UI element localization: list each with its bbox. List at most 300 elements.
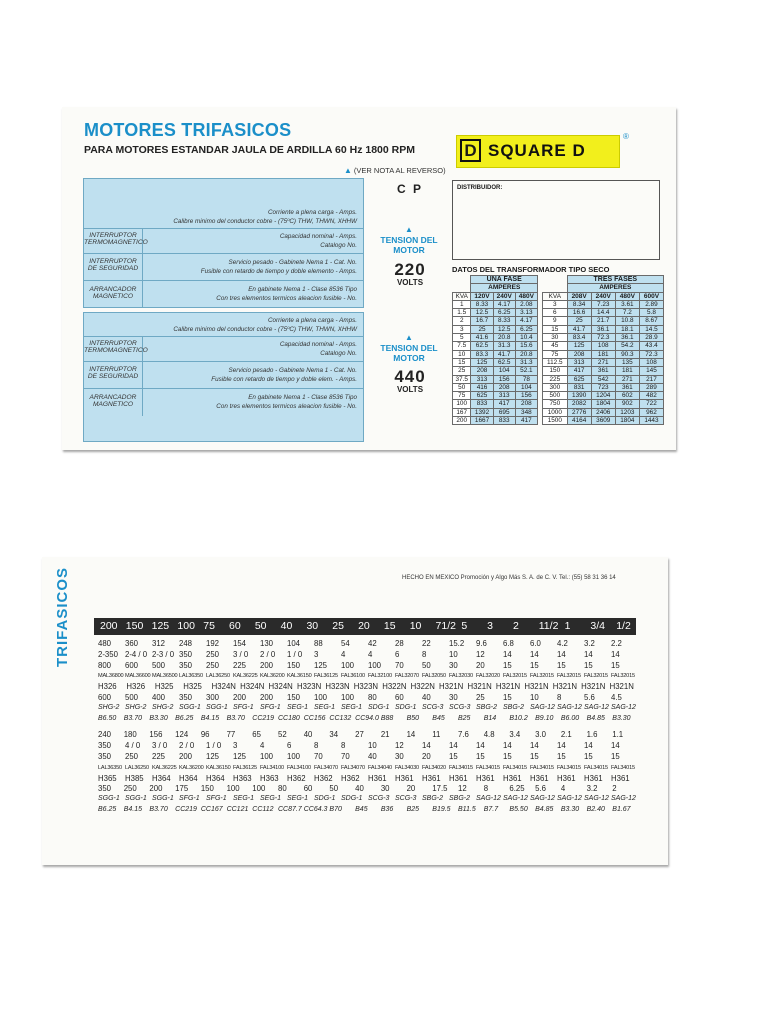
cell-value: SBG-2 bbox=[449, 795, 471, 803]
cell-value: 2 bbox=[612, 784, 617, 794]
cell-value: 14 bbox=[557, 649, 566, 659]
amp-cell: 7.2 bbox=[615, 309, 639, 317]
hp-value: 10 bbox=[409, 620, 422, 632]
row-label bbox=[84, 229, 148, 253]
cell-value: B7.7 bbox=[483, 805, 499, 813]
amp-cell: 271 bbox=[591, 358, 615, 366]
amp-cell: 8.33 bbox=[471, 300, 493, 308]
cell-value: 10 bbox=[530, 692, 539, 702]
amp-cell: 135 bbox=[615, 358, 639, 366]
kva-cell: 2 bbox=[453, 317, 471, 325]
cell-value: 14 bbox=[476, 741, 485, 751]
header-voltage: 600V bbox=[639, 292, 663, 300]
amp-cell: 4.17 bbox=[493, 300, 515, 308]
cell-value: 600 bbox=[98, 692, 112, 702]
amp-cell: 78 bbox=[515, 375, 537, 383]
cell-value: 20 bbox=[422, 751, 431, 761]
row-corriente-440 bbox=[84, 315, 363, 335]
amp-cell: 18.1 bbox=[615, 325, 639, 333]
kva-cell: 6 bbox=[543, 309, 568, 317]
header-voltage: 480V bbox=[515, 292, 537, 300]
cell-value: B6.50 bbox=[98, 714, 117, 722]
amp-cell: 72.3 bbox=[591, 334, 615, 342]
cell-value: CC94.0 bbox=[355, 714, 379, 722]
kva-cell: 112.5 bbox=[543, 358, 568, 366]
cell-value: 15 bbox=[503, 751, 512, 761]
amp-cell: 125 bbox=[567, 342, 591, 350]
row-text: Calibre minimo del conductor cobre - (75ºC) THW, THWN, XHHW bbox=[173, 326, 357, 333]
amp-cell: 41.7 bbox=[493, 350, 515, 358]
amp-cell: 2776 bbox=[567, 408, 591, 416]
cell-value: H362 bbox=[287, 773, 306, 783]
amp-cell: 41.6 bbox=[471, 334, 493, 342]
triangle-up-icon: ▲ bbox=[405, 225, 413, 234]
hp-value: 60 bbox=[229, 620, 241, 632]
kva-cell: 7.5 bbox=[453, 342, 471, 350]
cell-value: 3.2 bbox=[586, 784, 598, 794]
header-tres-fases: TRES FASES bbox=[567, 276, 663, 284]
cell-value: H322N bbox=[410, 682, 435, 692]
cell-value: 14 bbox=[611, 649, 620, 659]
cell-value: SDG-1 bbox=[395, 703, 417, 711]
row-arrancador-440 bbox=[84, 388, 363, 416]
cell-value: B3.70 bbox=[226, 714, 245, 722]
panel-440v bbox=[83, 312, 364, 442]
row-interruptor-termo-220 bbox=[84, 228, 363, 253]
card-subtitle: PARA MOTORES ESTANDAR JAULA DE ARDILLA 60 Hz 1800 RPM bbox=[84, 144, 415, 156]
amp-cell: 25 bbox=[471, 325, 493, 333]
amp-cell: 108 bbox=[639, 358, 663, 366]
table-row bbox=[453, 334, 538, 342]
hp-value: 15 bbox=[383, 620, 396, 632]
cell-value: SDG-1 bbox=[314, 795, 336, 803]
table-row bbox=[453, 400, 538, 408]
cell-value: SFG-1 bbox=[233, 703, 254, 711]
cell-value: FAL34015 bbox=[530, 764, 554, 771]
table-row bbox=[453, 358, 538, 366]
cell-value: H361 bbox=[557, 773, 576, 783]
card-title: MOTORES TRIFASICOS bbox=[84, 120, 292, 140]
row-r220-starter bbox=[94, 704, 642, 715]
cell-value: H363 bbox=[233, 773, 252, 783]
cell-value: 12 bbox=[476, 649, 485, 659]
cell-value: 2-350 bbox=[98, 649, 118, 659]
cell-value: SEG-1 bbox=[314, 703, 336, 711]
cell-value: 124 bbox=[175, 730, 189, 740]
cell-value: 54 bbox=[341, 639, 350, 648]
cell-value: 250 bbox=[206, 649, 220, 659]
hp-value: 50 bbox=[254, 620, 267, 632]
cell-value: 14 bbox=[406, 730, 416, 740]
cell-value: 200 bbox=[179, 751, 193, 761]
cell-value: SEG-1 bbox=[287, 703, 309, 711]
cell-value: 600 bbox=[125, 660, 139, 670]
cell-value: 2 / 0 bbox=[260, 649, 276, 659]
cell-value: SEG-1 bbox=[260, 795, 282, 803]
cell-value: 88 bbox=[314, 639, 323, 648]
cell-value: 100 bbox=[341, 660, 355, 670]
amp-cell: 902 bbox=[615, 400, 639, 408]
tension-label-220 bbox=[374, 225, 444, 255]
amp-cell: 289 bbox=[639, 383, 663, 391]
amp-cell: 417 bbox=[493, 400, 515, 408]
cell-value: SAG-12 bbox=[530, 703, 555, 711]
cell-value: 20 bbox=[476, 660, 485, 670]
cell-value: 4 bbox=[341, 649, 346, 659]
cell-value: KAL36225 bbox=[152, 764, 177, 771]
cell-value: MAL36800 bbox=[98, 673, 124, 680]
cell-value: 2.2 bbox=[611, 639, 622, 648]
card-trifasicos-reverse bbox=[42, 557, 668, 865]
cell-value: 1 / 0 bbox=[287, 649, 303, 659]
cell-value: SAG-12 bbox=[584, 795, 609, 803]
cell-value: H324N bbox=[268, 682, 293, 692]
cell-value: SEG-1 bbox=[287, 795, 309, 803]
row-text: Catalogo No. bbox=[320, 242, 357, 249]
cell-value: 250 bbox=[123, 784, 137, 794]
kva-cell: 200 bbox=[453, 417, 471, 425]
kva-cell: 75 bbox=[543, 350, 568, 358]
cell-value: 500 bbox=[152, 660, 166, 670]
amp-cell: 3.13 bbox=[515, 309, 537, 317]
label-line: TERMOMAGNETICO bbox=[84, 347, 148, 354]
table-row bbox=[543, 392, 664, 400]
cell-value: 8 bbox=[314, 741, 319, 751]
cell-value: B88 bbox=[380, 714, 394, 722]
label-line: ARRANCADOR bbox=[89, 394, 137, 401]
cell-value: FAL36125 bbox=[314, 673, 338, 680]
table-row bbox=[453, 383, 538, 391]
header-amperes: AMPERES bbox=[567, 284, 663, 292]
row-r440-fuse bbox=[94, 784, 642, 795]
cell-value: B19.5 bbox=[432, 805, 451, 813]
cell-value: 15 bbox=[503, 660, 512, 670]
row-r440-current bbox=[94, 730, 642, 741]
cell-value: H361 bbox=[449, 773, 468, 783]
tension-text: TENSION DEL MOTOR bbox=[380, 343, 438, 363]
cell-value: 80 bbox=[368, 692, 377, 702]
cell-value: SHG-2 bbox=[125, 703, 147, 711]
kva-cell: 225 bbox=[543, 375, 568, 383]
amp-cell: 695 bbox=[493, 408, 515, 416]
table-row bbox=[453, 367, 538, 375]
table-row bbox=[453, 375, 538, 383]
row-label bbox=[84, 389, 143, 416]
cell-value: H361 bbox=[422, 773, 441, 783]
hp-value: 71/2 bbox=[435, 620, 456, 632]
hp-value: 2 bbox=[512, 620, 519, 632]
cell-value: SCG-3 bbox=[368, 795, 390, 803]
row-r440-sw bbox=[94, 774, 642, 785]
amp-cell: 181 bbox=[615, 367, 639, 375]
kva-cell: 1 bbox=[453, 300, 471, 308]
header-una-fase: UNA FASE bbox=[471, 276, 538, 284]
amp-cell: 1443 bbox=[639, 417, 663, 425]
cell-value: 10 bbox=[449, 649, 458, 659]
amp-cell: 1203 bbox=[615, 408, 639, 416]
amp-cell: 6.25 bbox=[493, 309, 515, 317]
amp-cell: 416 bbox=[471, 383, 493, 391]
cell-value: MAL36600 bbox=[125, 673, 151, 680]
hp-value: 125 bbox=[151, 620, 170, 632]
cell-value: FAL34015 bbox=[584, 764, 608, 771]
row-text: Corriente a plena carga - Amps. bbox=[267, 209, 357, 216]
cell-value: 70 bbox=[395, 660, 404, 670]
table-row bbox=[543, 417, 664, 425]
label-line: INTERRUPTOR bbox=[89, 232, 137, 239]
cell-value: SAG-12 bbox=[611, 795, 636, 803]
cell-value: SAG-12 bbox=[476, 795, 501, 803]
amp-cell: 217 bbox=[639, 375, 663, 383]
amp-cell: 625 bbox=[567, 375, 591, 383]
label-line: TERMOMAGNETICO bbox=[84, 239, 148, 246]
cell-value: B25 bbox=[458, 714, 471, 722]
row-r220-elem bbox=[94, 715, 642, 726]
cell-value: 250 bbox=[206, 660, 220, 670]
cell-value: H364 bbox=[206, 773, 225, 783]
cell-value: 100 bbox=[252, 784, 266, 794]
cell-value: 10 bbox=[368, 741, 377, 751]
cell-value: FAL32015 bbox=[503, 673, 527, 680]
cell-value: SAG-12 bbox=[557, 795, 582, 803]
cell-value: H364 bbox=[179, 773, 198, 783]
voltage-value: 220 bbox=[394, 260, 426, 279]
cell-value: 3.4 bbox=[509, 730, 521, 740]
cell-value: 150 bbox=[200, 784, 214, 794]
cell-value: 3 / 0 bbox=[233, 649, 249, 659]
cell-value: 125 bbox=[233, 751, 247, 761]
cell-value: 14 bbox=[584, 741, 593, 751]
cell-value: KAL36225 bbox=[233, 673, 258, 680]
kva-cell: 9 bbox=[543, 317, 568, 325]
card-motores-trifasicos bbox=[62, 107, 676, 450]
kva-cell: 45 bbox=[543, 342, 568, 350]
blank-cell bbox=[453, 284, 471, 292]
cell-value: B4.85 bbox=[535, 805, 554, 813]
amp-cell: 72.3 bbox=[639, 350, 663, 358]
cell-value: FAL34020 bbox=[422, 764, 446, 771]
cell-value: B3.70 bbox=[123, 714, 142, 722]
cell-value: FAL32015 bbox=[584, 673, 608, 680]
cell-value: 4 bbox=[560, 784, 566, 794]
amp-cell: 12.5 bbox=[493, 325, 515, 333]
cell-value: FAL32100 bbox=[368, 673, 392, 680]
row-label bbox=[84, 281, 143, 308]
cell-value: FAL34040 bbox=[368, 764, 392, 771]
cell-value: FAL34015 bbox=[557, 764, 581, 771]
amp-cell: 10.8 bbox=[615, 317, 639, 325]
cell-value: 50 bbox=[422, 660, 431, 670]
cell-value: 20 bbox=[406, 784, 416, 794]
hp-value: 40 bbox=[280, 620, 293, 632]
cell-value: SHG-2 bbox=[98, 703, 120, 711]
cell-value: 480 bbox=[98, 639, 112, 648]
row-text: Fusible con retardo de tiempo y doble elemento - Amps. bbox=[200, 268, 357, 275]
cell-value: LAL36250 bbox=[125, 764, 149, 771]
amp-cell: 208 bbox=[493, 383, 515, 391]
cell-value: 60 bbox=[303, 784, 313, 794]
amp-cell: 28.9 bbox=[639, 334, 663, 342]
amp-cell: 54.2 bbox=[615, 342, 639, 350]
amp-cell: 833 bbox=[471, 400, 493, 408]
cell-value: SAG-12 bbox=[611, 703, 636, 711]
cell-value: 125 bbox=[314, 660, 328, 670]
hp-value: 150 bbox=[125, 620, 144, 632]
row-text: En gabinete Nema 1 - Clase 8536 Tipo bbox=[248, 394, 357, 401]
cp-header bbox=[372, 180, 448, 198]
cell-value: 30 bbox=[449, 660, 458, 670]
cell-value: FAL34015 bbox=[449, 764, 473, 771]
table-row bbox=[453, 350, 538, 358]
amp-cell: 723 bbox=[591, 383, 615, 391]
cell-value: FAL36100 bbox=[341, 673, 365, 680]
amp-cell: 20.8 bbox=[515, 350, 537, 358]
label-line: INTERRUPTOR bbox=[89, 258, 137, 265]
cell-value: H361 bbox=[611, 773, 630, 783]
cell-value: 14 bbox=[611, 741, 620, 751]
cell-value: SGG-1 bbox=[152, 795, 174, 803]
cell-value: FAL34015 bbox=[503, 764, 527, 771]
table-row bbox=[543, 317, 664, 325]
header-voltage: 240V bbox=[493, 292, 515, 300]
voltage-value: 440 bbox=[394, 367, 426, 386]
kva-cell: 5 bbox=[453, 334, 471, 342]
cell-value: 21 bbox=[380, 730, 390, 740]
cell-value: 350 bbox=[179, 660, 193, 670]
amp-cell: 20.8 bbox=[493, 334, 515, 342]
d-box-icon: D bbox=[460, 139, 481, 162]
row-arrancador-220 bbox=[84, 280, 363, 308]
cell-value: 4 / 0 bbox=[125, 741, 141, 751]
cell-value: 154 bbox=[233, 639, 247, 648]
cell-value: 60 bbox=[395, 692, 404, 702]
label-line: MAGNETICO bbox=[93, 293, 133, 300]
cell-value: 350 bbox=[98, 784, 112, 794]
cell-value: KAL36150 bbox=[206, 764, 231, 771]
cell-value: H321N bbox=[467, 682, 492, 692]
amp-cell: 181 bbox=[591, 350, 615, 358]
kva-cell: 1500 bbox=[543, 417, 568, 425]
table-row bbox=[543, 309, 664, 317]
amp-cell: 4164 bbox=[567, 417, 591, 425]
amp-cell: 1667 bbox=[471, 417, 493, 425]
cell-value: 400 bbox=[152, 692, 166, 702]
cell-value: 15 bbox=[584, 660, 593, 670]
header-voltage: 120V bbox=[471, 292, 493, 300]
header-voltage: 240V bbox=[591, 292, 615, 300]
cell-value: CC121 bbox=[226, 805, 249, 813]
cell-value: 14 bbox=[530, 649, 539, 659]
cell-value: B4.15 bbox=[123, 805, 142, 813]
cell-value: 125 bbox=[206, 751, 220, 761]
amp-cell: 104 bbox=[515, 383, 537, 391]
table-row bbox=[453, 392, 538, 400]
amp-cell: 542 bbox=[591, 375, 615, 383]
cell-value: 200 bbox=[233, 692, 247, 702]
hp-value: 75 bbox=[203, 620, 215, 632]
cell-value: 14 bbox=[557, 741, 566, 751]
cell-value: 6.25 bbox=[509, 784, 525, 794]
cell-value: SGG-1 bbox=[125, 795, 147, 803]
amp-cell: 10.4 bbox=[515, 334, 537, 342]
cell-value: SFG-1 bbox=[260, 703, 281, 711]
cell-value: SHG-2 bbox=[152, 703, 174, 711]
cell-value: 8 bbox=[422, 649, 427, 659]
cell-value: 6.0 bbox=[530, 639, 541, 648]
cell-value: LAL36250 bbox=[206, 673, 230, 680]
cell-value: LAL36350 bbox=[179, 673, 203, 680]
amp-cell: 7.23 bbox=[591, 300, 615, 308]
voltage-unit: VOLTS bbox=[396, 385, 424, 394]
amp-cell: 208 bbox=[567, 350, 591, 358]
cell-value: H361 bbox=[476, 773, 495, 783]
panel-220v bbox=[83, 178, 364, 308]
cell-value: 200 bbox=[260, 660, 274, 670]
cell-value: B45 bbox=[432, 714, 445, 722]
table-row bbox=[543, 400, 664, 408]
amp-cell: 145 bbox=[639, 367, 663, 375]
amp-cell: 16.6 bbox=[567, 309, 591, 317]
table-row bbox=[543, 383, 664, 391]
cell-value: H325 bbox=[183, 682, 202, 692]
cell-value: CC112 bbox=[252, 805, 274, 813]
cp-label: C P bbox=[396, 182, 423, 196]
cell-value: B11.5 bbox=[458, 805, 476, 813]
made-in-text: HECHO EN MEXICO Promoción y Algo Más S. A. de C. V. Tel.: (55) 58 31 36 14 bbox=[402, 575, 616, 581]
cell-value: 200 bbox=[149, 784, 163, 794]
voltage-440 bbox=[380, 367, 440, 394]
amp-cell: 14.5 bbox=[639, 325, 663, 333]
cell-value: LAL36350 bbox=[98, 764, 122, 771]
table-row bbox=[543, 358, 664, 366]
note-text: (VER NOTA AL REVERSO) bbox=[353, 166, 446, 175]
cell-value: 14 bbox=[584, 649, 593, 659]
cell-value: 3 bbox=[314, 649, 319, 659]
table-row bbox=[543, 325, 664, 333]
cell-value: 100 bbox=[226, 784, 240, 794]
row-r440-calibre bbox=[94, 741, 642, 752]
amp-cell: 36.1 bbox=[615, 334, 639, 342]
cell-value: SFG-1 bbox=[206, 795, 227, 803]
cell-value: H362 bbox=[314, 773, 333, 783]
cell-value: 11 bbox=[432, 730, 441, 740]
cell-value: H326 bbox=[126, 682, 146, 692]
amp-cell: 208 bbox=[515, 400, 537, 408]
cell-value: B3.30 bbox=[560, 805, 580, 813]
cell-value: 100 bbox=[287, 751, 301, 761]
amp-cell: 417 bbox=[567, 367, 591, 375]
cell-value: H362 bbox=[341, 773, 360, 783]
cell-value: SAG-12 bbox=[557, 703, 582, 711]
logo-name: SQUARE D bbox=[488, 141, 586, 160]
cell-value: H365 bbox=[98, 773, 117, 783]
amp-cell: 8.33 bbox=[493, 317, 515, 325]
cell-value: FAL34100 bbox=[287, 764, 311, 771]
amp-cell: 125 bbox=[471, 358, 493, 366]
cell-value: SCG-3 bbox=[422, 703, 444, 711]
kva-cell: 30 bbox=[543, 334, 568, 342]
cell-value: 5.6 bbox=[535, 784, 546, 794]
cell-value: 6 bbox=[395, 649, 400, 659]
amp-cell: 8.67 bbox=[639, 317, 663, 325]
values-grid bbox=[94, 639, 642, 817]
voltage-unit: VOLTS bbox=[396, 278, 424, 287]
amp-cell: 16.7 bbox=[471, 317, 493, 325]
header-amperes: AMPERES bbox=[471, 284, 538, 292]
amp-cell: 108 bbox=[591, 342, 615, 350]
cell-value: 15 bbox=[530, 660, 539, 670]
cell-value: 3 bbox=[233, 741, 238, 751]
